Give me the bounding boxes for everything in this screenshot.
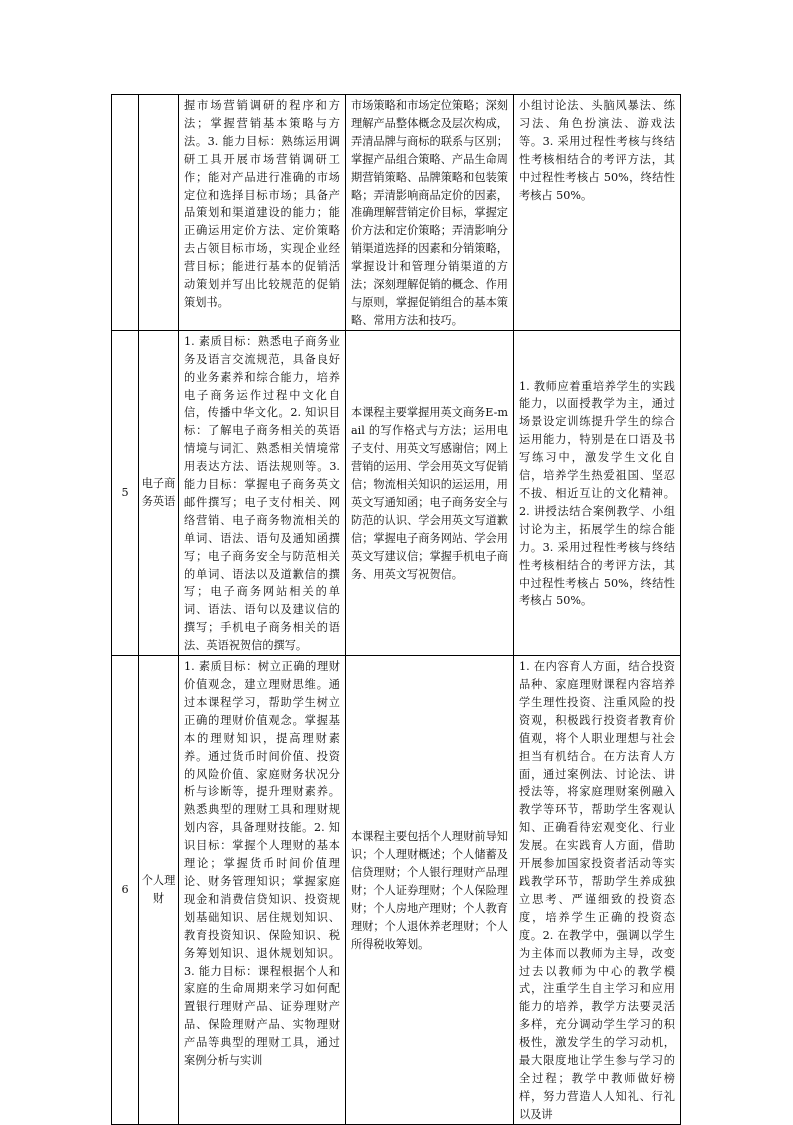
row-number-cell: 6 [112, 656, 139, 1125]
row-number-cell [112, 95, 139, 331]
requirements-cell: 1. 教师应着重培养学生的实践能力，以面授教学为主，通过场景设定训练提升学生的综合运用能力，特别是在口语及书写练习中，激发学生文化自信，培养学生热爱祖国、坚忍不拔、相近互让的文化精神。2. 讲授法结合案例教学、小组讨论为主，拓展学生的综合能力。3. 采用过程性考核与终结性考核相结合的考评方法，其中过程性考核占 50%，终结性考核占 50%。 [514, 330, 681, 655]
objectives-cell: 1. 素质目标：熟悉电子商务业务及语言交流规范，具备良好的业务素养和综合能力，培养电子商务运作过程中文化自信，传播中华文化。2. 知识目标：了解电子商务相关的英语情境与词汇、熟悉相关情境常用表达方法、语法规则等。3. 能力目标：掌握电子商务英文邮件撰写；电子支付相关、网络营销、电子商务物流相关的单词、语法、语句及通知函撰写；电子商务安全与防范相关的单词、语法以及道歉信的撰写；电子商务网站相关的单词、语法、语句以及建议信的撰写；手机电子商务相关的语法、英语祝贺信的撰写。 [179, 330, 346, 655]
content-cell: 本课程主要掌握用英文商务E-mail 的写作格式与方法；运用电子支付、用英文写感谢信；网上营销的运用、学会用英文写促销信；物流相关知识的运运用，用英文写通知函；电子商务安全与防范的认识、学会用英文写道歉信；掌握电子商务网站、学会用英文写建议信；掌握手机电子商务、用英文写祝贺信。 [346, 330, 514, 655]
requirements-cell: 1. 在内容育人方面，结合投资品种、家庭理财课程内容培养学生理性投资、注重风险的投资观，积极践行投资者教育价值观，将个人职业理想与社会担当有机结合。在方法育人方面，通过案例法、讨论法、讲授法等，将家庭理财案例融入教学等环节，帮助学生客观认知、正确看待宏观变化、行业发展。在实践育人方面，借助开展参加国家投资者活动等实践教学环节，帮助学生养成独立思考、严谨细致的投资态度，培养学生正确的投资态度。2. 在教学中，强调以学生为主体而以教师为主导，改变过去以教师为中心的教学模式，注重学生自主学习和应用能力的培养，教学方法要灵活多样，充分调动学生学习的积极性，激发学生的学习动机，最大限度地让学生参与学习的全过程；教学中教师做好榜样，努力营造人人知礼、行礼以及讲 [514, 656, 681, 1125]
table-row [112, 330, 681, 655]
objectives-cell: 1. 素质目标：树立正确的理财价值观念，建立理财思维。通过本课程学习，帮助学生树立正确的理财价值观念。掌握基本的理财知识，提高理财素养。通过货币时间价值、投资的风险价值、家庭财务状况分析与诊断等，提升理财素养。熟悉典型的理财工具和理财规划内容，具备理财技能。2. 知识目标：掌握个人理财的基本理论；掌握货币时间价值理论、财务管理知识；掌握家庭现金和消费信贷知识、投资规划基础知识、居住规划知识、教育投资知识、保险知识、税务筹划知识、退休规划知识。3. 能力目标：课程根据个人和家庭的生命周期来学习如何配置银行理财产品、证券理财产品、保险理财产品、实物理财产品等典型的理财工具，通过案例分析与实训 [179, 656, 346, 1125]
table-row [112, 95, 681, 331]
curriculum-table [111, 94, 681, 1125]
requirements-cell: 小组讨论法、头脑风暴法、练习法、角色扮演法、游戏法等。3. 采用过程性考核与终结性考核相结合的考评方法，其中过程性考核占 50%，终结性考核占 50%。 [514, 95, 681, 331]
content-cell: 市场策略和市场定位策略；深刻理解产品整体概念及层次构成，弄清品牌与商标的联系与区别；掌握产品组合策略、产品生命周期营销策略、品牌策略和包装策略；弄清影响商品定价的因素，准确理解营销定价目标，掌握定价方法和定价策略；弄清影响分销渠道选择的因素和分销策略，掌握设计和管理分销渠道的方法；深刻理解促销的概念、作用与原则，掌握促销组合的基本策略、常用方法和技巧。 [346, 95, 514, 331]
course-name-cell: 个人理财 [139, 656, 179, 1125]
objectives-cell: 握市场营销调研的程序和方法；掌握营销基本策略与方法。3. 能力目标：熟练运用调研工具开展市场营销调研工作；能对产品进行准确的市场定位和选择目标市场；具备产品策划和渠道建设的能力；能正确运用定价方法、定价策略去占领目标市场，实现企业经营目标；能进行基本的促销活动策划并写出比较规范的促销策划书。 [179, 95, 346, 331]
table-row [112, 656, 681, 1125]
course-name-cell: 电子商务英语 [139, 330, 179, 655]
course-name-cell [139, 95, 179, 331]
content-cell: 本课程主要包括个人理财前导知识；个人理财概述；个人储蓄及信贷理财；个人银行理财产品理财；个人证券理财；个人保险理财；个人房地产理财；个人教育理财；个人退休养老理财；个人所得税收筹划。 [346, 656, 514, 1125]
row-number-cell: 5 [112, 330, 139, 655]
